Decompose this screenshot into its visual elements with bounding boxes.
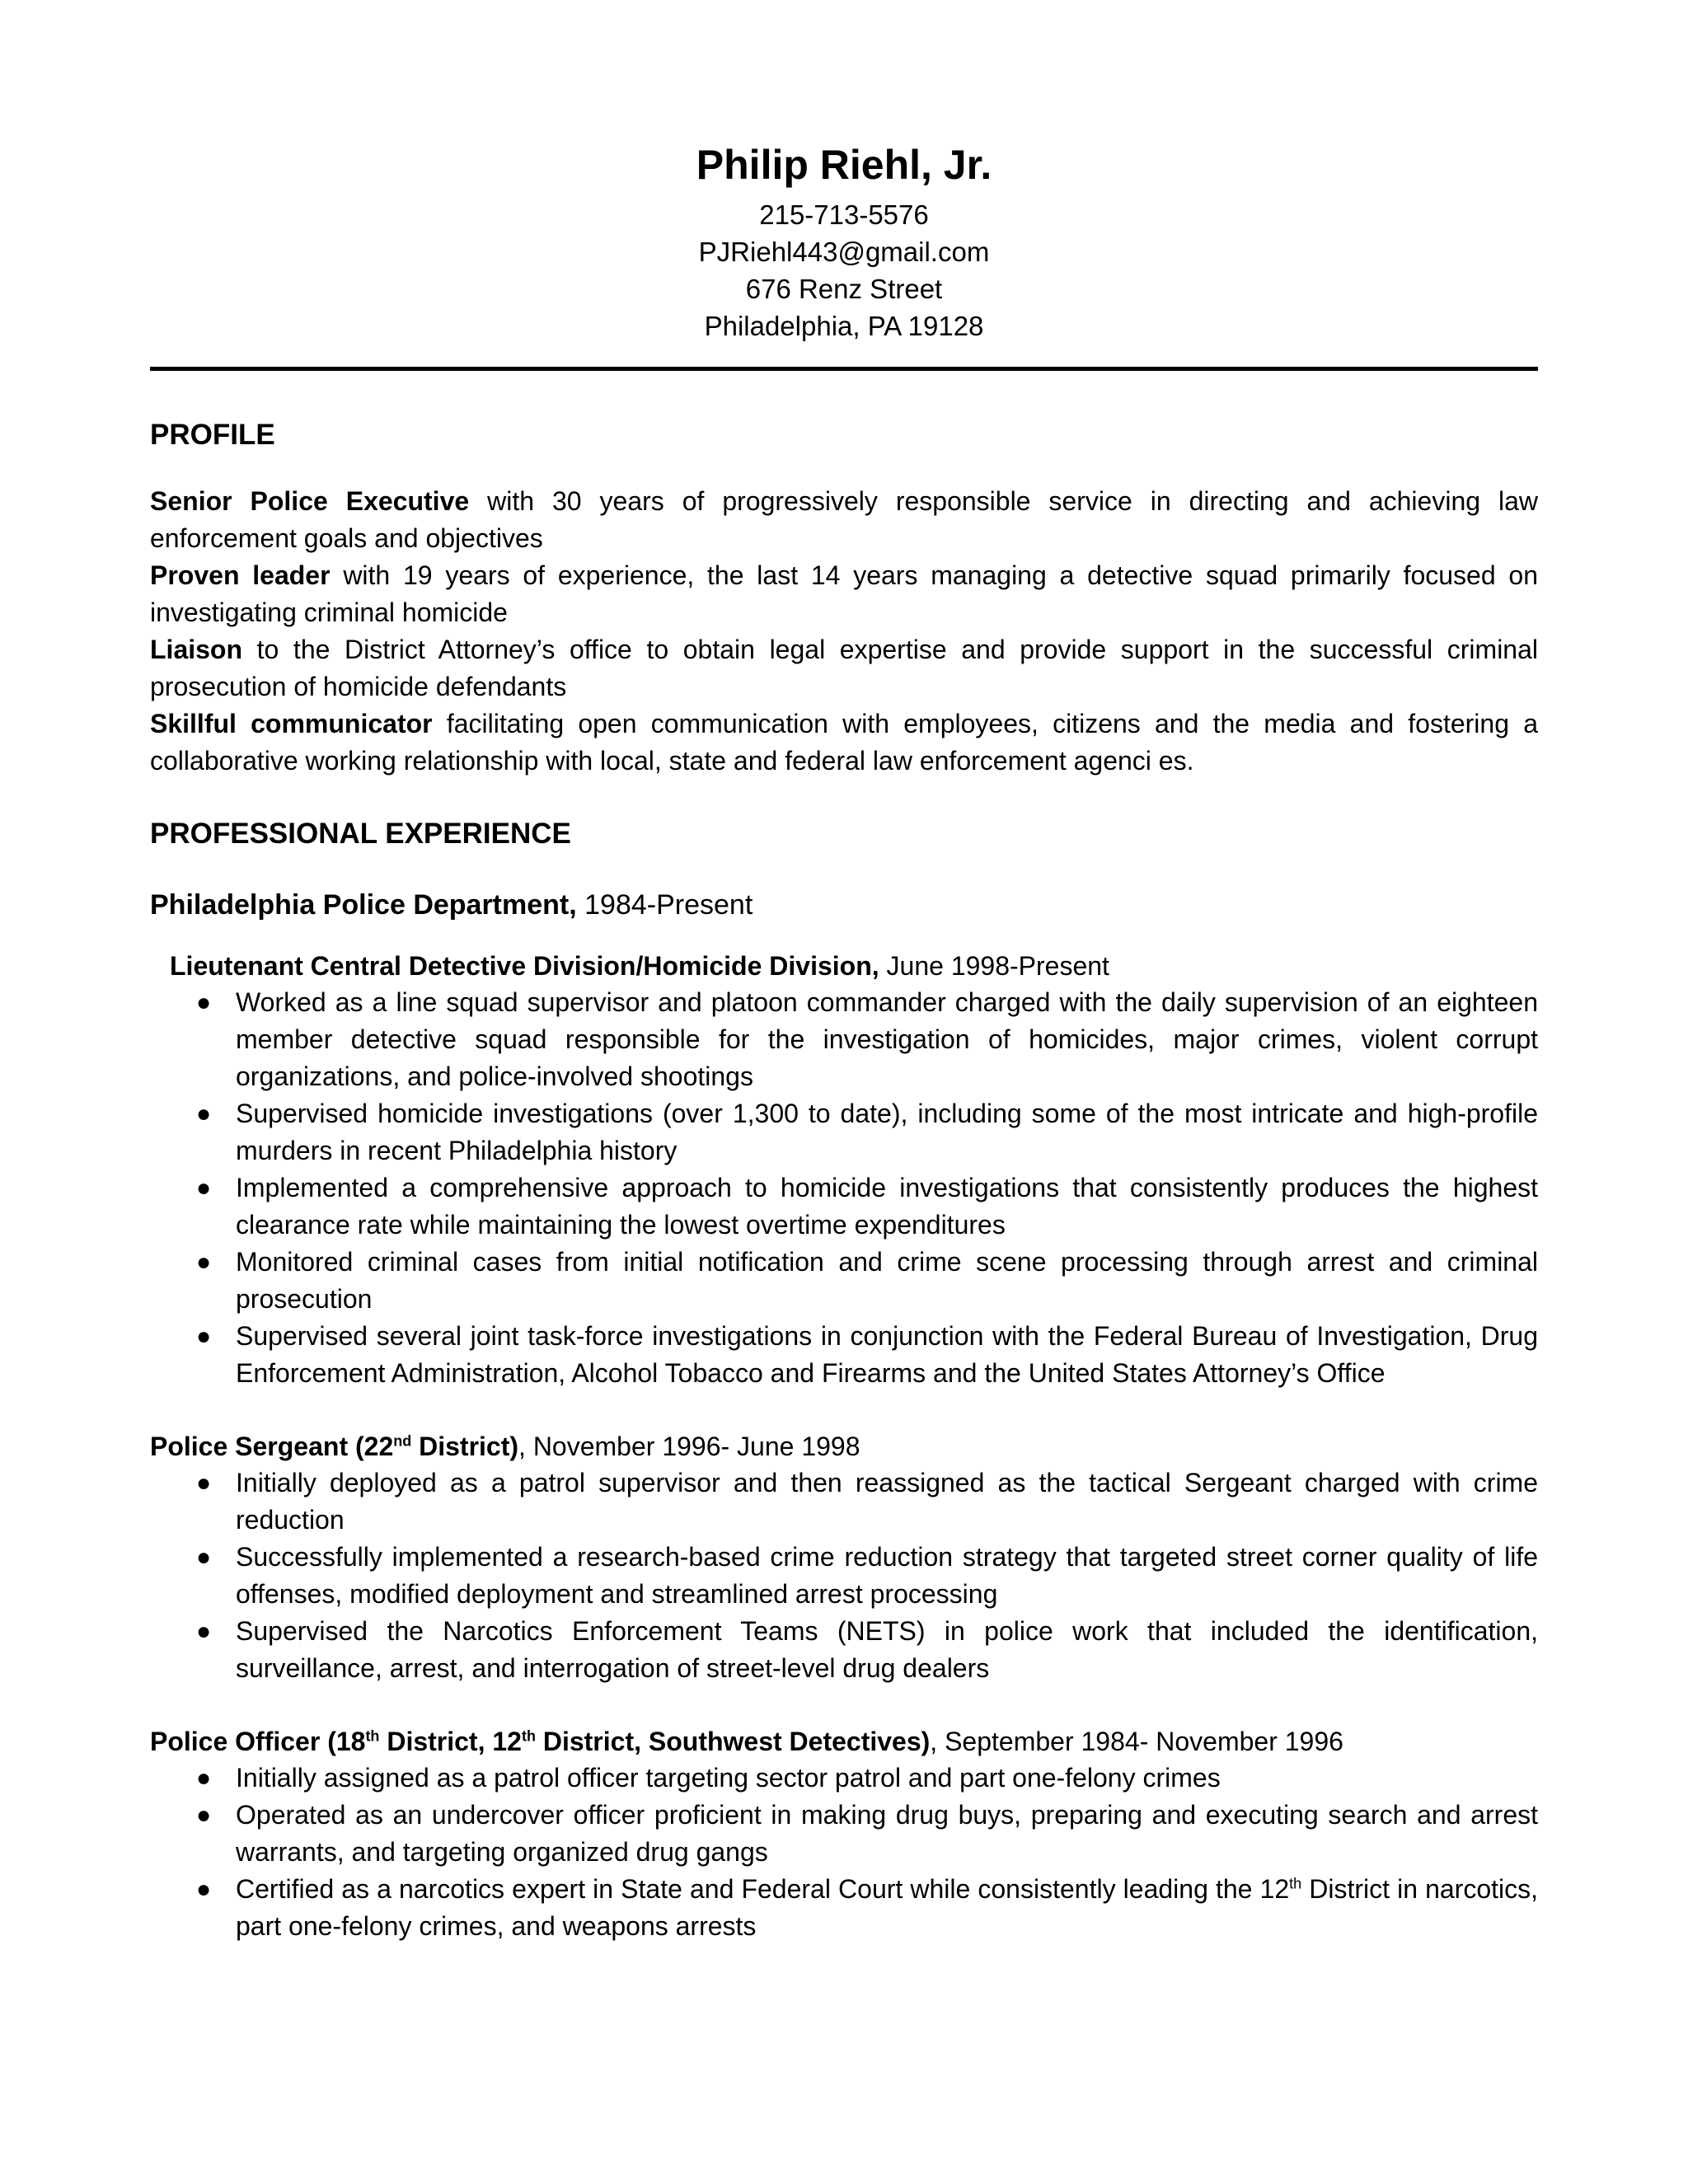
- employer-name: Philadelphia Police Department,: [150, 889, 577, 921]
- ordinal-suffix: th: [365, 1727, 380, 1745]
- position-title: Lieutenant Central Detective Division/Homicide Division,: [170, 951, 879, 981]
- profile-item-lead: Proven leader: [150, 560, 331, 590]
- bullet-icon: ●: [196, 1174, 212, 1202]
- duty-item: [150, 984, 1538, 1095]
- officer-duties: [150, 1760, 1538, 1945]
- city-state-zip: Philadelphia, PA 19128: [704, 311, 984, 341]
- position-title-part: District, Southwest Detectives): [535, 1727, 931, 1756]
- position-officer: [150, 1723, 1538, 1760]
- bullet-icon: ●: [196, 989, 212, 1016]
- employer-line: [150, 887, 1538, 923]
- bullet-icon: ●: [196, 1618, 212, 1645]
- duty-item: [150, 1244, 1538, 1318]
- profile-item: [150, 557, 1538, 631]
- duty-text: Successfully implemented a research-based crime reduction strategy that targeted street corner quality of life offenses, modified deployment and streamlined arrest processing: [236, 1542, 1538, 1609]
- sergeant-duties: [150, 1465, 1538, 1687]
- duty-text: [236, 1874, 1538, 1941]
- bullet-icon: ●: [196, 1765, 212, 1792]
- profile-item-text: with 30 years of progressively responsible service in directing and achieving law enforcement goals and objectives: [150, 486, 1539, 553]
- header-divider: [150, 367, 1538, 371]
- duty-item: [150, 1760, 1538, 1797]
- ordinal-suffix: th: [1289, 1875, 1302, 1892]
- duty-item: [150, 1797, 1538, 1871]
- profile-item-text: to the District Attorney’s office to obtain legal expertise and provide support in the successful criminal prosecution of homicide defendants: [150, 635, 1538, 701]
- position-title-part: Police Sergeant (22: [150, 1432, 394, 1461]
- employer-dates: 1984-Present: [576, 889, 753, 921]
- duty-item: [150, 1169, 1538, 1244]
- duty-text: Supervised the Narcotics Enforcement Teams (NETS) in police work that included the identification, surveillance, arrest, and interrogation of street-level drug dealers: [236, 1616, 1538, 1683]
- duty-text: Implemented a comprehensive approach to homicide investigations that consistently produces the highest clearance rate while maintaining the lowest overtime expenditures: [236, 1173, 1538, 1240]
- bullet-icon: ●: [196, 1249, 212, 1276]
- position-title-part: District, 12: [379, 1727, 522, 1756]
- bullet-icon: ●: [196, 1876, 212, 1903]
- duty-item: [150, 1318, 1538, 1392]
- duty-text: Monitored criminal cases from initial notification and crime scene processing through arrest and criminal prosecution: [236, 1247, 1538, 1314]
- duty-item: [150, 1095, 1538, 1169]
- position-dates: , September 1984- November 1996: [930, 1727, 1343, 1756]
- profile-item: [150, 705, 1538, 780]
- profile-section: [150, 483, 1538, 780]
- phone-number: 215-713-5576: [759, 199, 929, 230]
- position-lieutenant: [150, 948, 1538, 984]
- profile-item-text: facilitating open communication with employees, citizens and the media and fostering a collaborative working relationship with local, state and federal law enforcement agenci es.: [150, 709, 1539, 776]
- duty-item: [150, 1871, 1538, 1945]
- position-dates: June 1998-Present: [879, 951, 1109, 981]
- bullet-icon: ●: [196, 1100, 212, 1127]
- profile-heading: PROFILE: [150, 419, 275, 451]
- bullet-icon: ●: [196, 1323, 212, 1350]
- bullet-icon: ●: [196, 1544, 212, 1571]
- profile-item-lead: Skillful communicator: [150, 709, 433, 738]
- duty-text: Supervised several joint task-force investigations in conjunction with the Federal Bureau of Investigation, Drug Enforcement Administration, Alcohol Tobacco and Firearms and the United States Attorney’s Office: [236, 1321, 1538, 1388]
- profile-item-text: with 19 years of experience, the last 14 years managing a detective squad primarily focused on investigating criminal homicide: [150, 560, 1539, 627]
- duty-text: Worked as a line squad supervisor and platoon commander charged with the daily supervision of an eighteen member detective squad responsible for the investigation of homicides, major crimes, violent corrupt organizations, and police-involved shootings: [236, 987, 1538, 1091]
- resume-header: [150, 138, 1538, 344]
- lieutenant-duties: [150, 984, 1538, 1392]
- ordinal-suffix: nd: [393, 1432, 412, 1450]
- profile-item: [150, 631, 1538, 705]
- duty-text: Supervised homicide investigations (over 1,300 to date), including some of the most intricate and high-profile murders in recent Philadelphia history: [236, 1099, 1538, 1165]
- profile-item-lead: Liaison: [150, 635, 243, 664]
- position-title: [150, 1727, 930, 1756]
- duty-text: Initially assigned as a patrol officer targeting sector patrol and part one-felony crimes: [236, 1763, 1221, 1793]
- duty-item: [150, 1613, 1538, 1687]
- position-dates: , November 1996- June 1998: [518, 1432, 860, 1461]
- profile-item: [150, 483, 1538, 557]
- bullet-icon: ●: [196, 1469, 212, 1497]
- candidate-name: Philip Riehl, Jr.: [696, 142, 992, 188]
- profile-item-lead: Senior Police Executive: [150, 486, 470, 516]
- street-address: 676 Renz Street: [745, 274, 943, 304]
- experience-heading: PROFESSIONAL EXPERIENCE: [150, 818, 571, 850]
- position-title-part: Police Officer (18: [150, 1727, 366, 1756]
- duty-text: Operated as an undercover officer proficient in making drug buys, preparing and executing search and arrest warrants, and targeting organized drug gangs: [236, 1800, 1538, 1867]
- position-title: [150, 1432, 518, 1461]
- duty-text-part: Certified as a narcotics expert in State and Federal Court while consistently leading the 12: [236, 1874, 1290, 1904]
- duty-item: [150, 1465, 1538, 1539]
- duty-text-part: District in narcotics, part one-felony crimes, and weapons arrests: [236, 1874, 1539, 1941]
- duty-item: [150, 1539, 1538, 1613]
- position-title-part: District): [411, 1432, 519, 1461]
- duty-text: Initially deployed as a patrol supervisor and then reassigned as the tactical Sergeant charged with crime reduction: [236, 1468, 1538, 1535]
- bullet-icon: ●: [196, 1802, 212, 1829]
- ordinal-suffix: th: [521, 1727, 536, 1745]
- position-sergeant: [150, 1428, 1538, 1465]
- email-address: PJRiehl443@gmail.com: [698, 237, 990, 267]
